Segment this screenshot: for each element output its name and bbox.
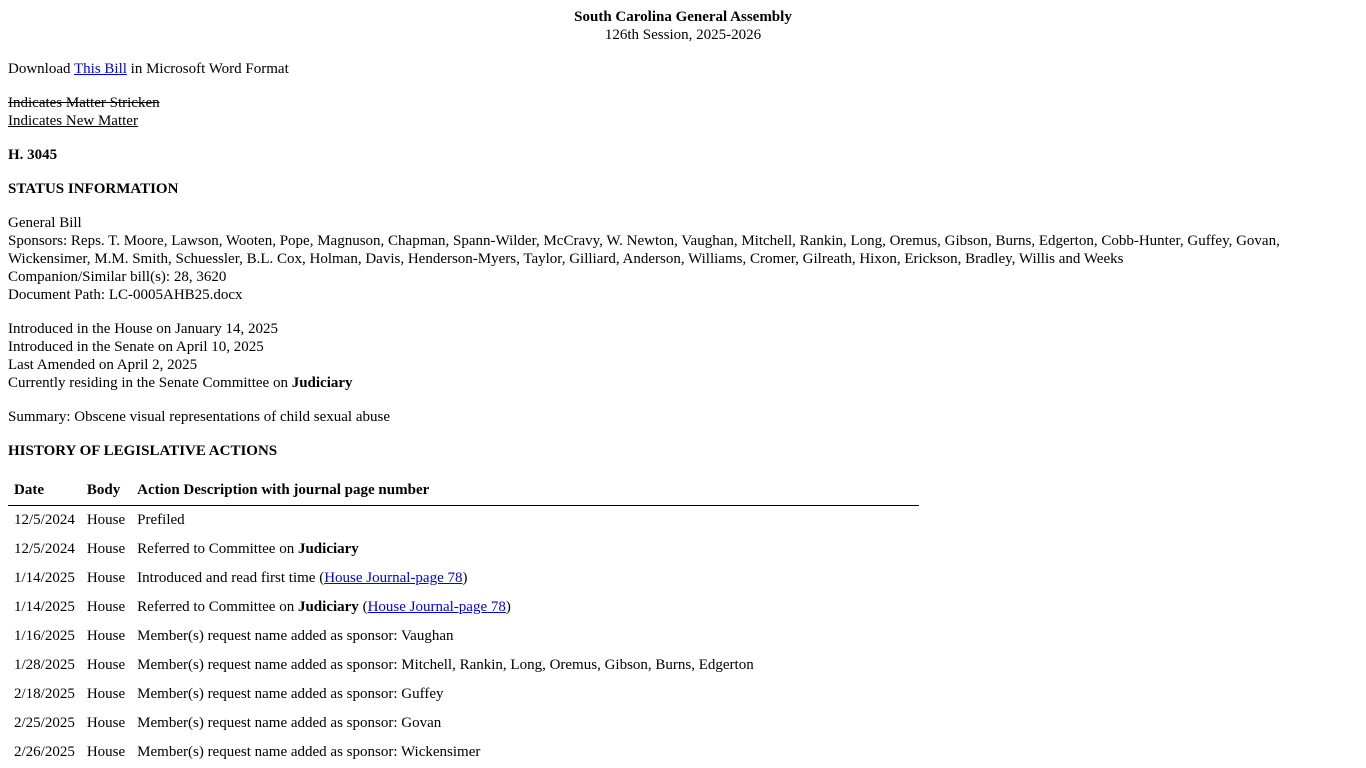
table-row bbox=[8, 738, 919, 767]
row-date: 1/28/2025 bbox=[14, 657, 75, 673]
table-row bbox=[8, 506, 919, 536]
residing-prefix: Currently residing in the Senate Committee on bbox=[8, 375, 292, 391]
row-body: House bbox=[86, 686, 126, 702]
table-row bbox=[8, 593, 919, 622]
row-action: Introduced and read first time (House Journal-page 78) bbox=[137, 570, 468, 586]
legend-new-matter: Indicates New Matter bbox=[8, 113, 138, 129]
history-table bbox=[8, 476, 919, 767]
senate-intro-date: Introduced in the Senate on April 10, 2025 bbox=[8, 339, 264, 355]
sponsors-list: Sponsors: Reps. T. Moore, Lawson, Wooten, Pope, Magnuson, Chapman, Spann-Wilder, McCravy, W. Newton, Vaughan, Mitchell, Rankin, Long, Oremus, Gibson, Burns, Edgerton, Cobb-Hunter, Guffey, Govan, Wickensimer, M.M. Smith, Schuessler, B.L. Cox, Holman, Davis, Henderson-Myers, Taylor, Gilliard, Anderson, Williams, Cromer, Gilreath, Hixon, Erickson, Bradley, Willis and Weeks bbox=[8, 233, 1280, 267]
legend-stricken: Indicates Matter Stricken bbox=[8, 95, 160, 111]
download-prefix: Download bbox=[8, 61, 74, 77]
row-body: House bbox=[86, 512, 126, 528]
row-action: Referred to Committee on Judiciary (House Journal-page 78) bbox=[137, 599, 511, 615]
last-amended-date: Last Amended on April 2, 2025 bbox=[8, 357, 198, 373]
residing-committee-name: Judiciary bbox=[291, 375, 353, 391]
bill-summary: Summary: Obscene visual representations of child sexual abuse bbox=[8, 409, 390, 425]
bill-type: General Bill bbox=[8, 215, 82, 231]
house-intro-date: Introduced in the House on January 14, 2025 bbox=[8, 321, 278, 337]
row-action bbox=[131, 535, 919, 564]
session-title: 126th Session, 2025-2026 bbox=[604, 27, 762, 43]
row-body: House bbox=[86, 628, 126, 644]
row-action bbox=[131, 709, 919, 738]
row-body: House bbox=[86, 715, 126, 731]
row-body: House bbox=[86, 599, 126, 615]
row-action bbox=[131, 738, 919, 767]
journal-page-link[interactable]: House Journal-page 78 bbox=[324, 570, 463, 586]
row-action-text: Referred to Committee on bbox=[137, 599, 298, 615]
download-line bbox=[8, 60, 1358, 78]
history-heading: HISTORY OF LEGISLATIVE ACTIONS bbox=[8, 443, 278, 459]
table-row bbox=[8, 680, 919, 709]
download-bill-link[interactable]: This Bill bbox=[73, 61, 127, 77]
row-date: 1/14/2025 bbox=[14, 599, 75, 615]
row-date: 1/16/2025 bbox=[14, 628, 75, 644]
row-date: 2/18/2025 bbox=[14, 686, 75, 702]
table-row bbox=[8, 651, 919, 680]
download-suffix: in Microsoft Word Format bbox=[126, 61, 289, 77]
row-body: House bbox=[86, 657, 126, 673]
row-action-text: Member(s) request name added as sponsor: Wickensimer bbox=[137, 744, 481, 760]
row-action-text: Introduced and read first time bbox=[137, 570, 320, 586]
col-date: Date bbox=[8, 476, 81, 506]
row-body: House bbox=[86, 744, 126, 760]
row-action-text: Member(s) request name added as sponsor: Vaughan bbox=[137, 628, 454, 644]
row-action-committee: Judiciary bbox=[297, 541, 359, 557]
table-row bbox=[8, 622, 919, 651]
row-action bbox=[131, 680, 919, 709]
row-body: House bbox=[86, 570, 126, 586]
row-action bbox=[131, 622, 919, 651]
table-row bbox=[8, 535, 919, 564]
table-row bbox=[8, 709, 919, 738]
row-date: 1/14/2025 bbox=[14, 570, 75, 586]
row-date: 2/25/2025 bbox=[14, 715, 75, 731]
row-date: 12/5/2024 bbox=[14, 512, 75, 528]
row-action bbox=[131, 651, 919, 680]
journal-page-link[interactable]: House Journal-page 78 bbox=[367, 599, 506, 615]
col-action: Action Description with journal page number bbox=[131, 476, 919, 506]
assembly-title: South Carolina General Assembly bbox=[574, 9, 792, 25]
row-action-text: Prefiled bbox=[137, 512, 185, 528]
row-date: 12/5/2024 bbox=[14, 541, 75, 557]
history-header-row bbox=[8, 476, 919, 506]
row-action bbox=[131, 506, 919, 536]
document-path: Document Path: LC-0005AHB25.docx bbox=[8, 287, 243, 303]
bill-number: H. 3045 bbox=[8, 147, 58, 163]
companion-bills: Companion/Similar bill(s): 28, 3620 bbox=[8, 269, 227, 285]
row-action-committee: Judiciary bbox=[297, 599, 359, 615]
col-body: Body bbox=[81, 476, 131, 506]
row-action-text: Member(s) request name added as sponsor: Mitchell, Rankin, Long, Oremus, Gibson, Burns, Edgerton bbox=[137, 657, 754, 673]
status-heading: STATUS INFORMATION bbox=[8, 181, 179, 197]
row-date: 2/26/2025 bbox=[14, 744, 75, 760]
row-action-text: Member(s) request name added as sponsor: Govan bbox=[137, 715, 442, 731]
row-action-text: Referred to Committee on bbox=[137, 541, 298, 557]
page-header bbox=[8, 8, 1358, 44]
row-action-text: Member(s) request name added as sponsor: Guffey bbox=[137, 686, 444, 702]
row-body: House bbox=[86, 541, 126, 557]
residing-committee bbox=[8, 374, 1358, 392]
table-row bbox=[8, 564, 919, 593]
